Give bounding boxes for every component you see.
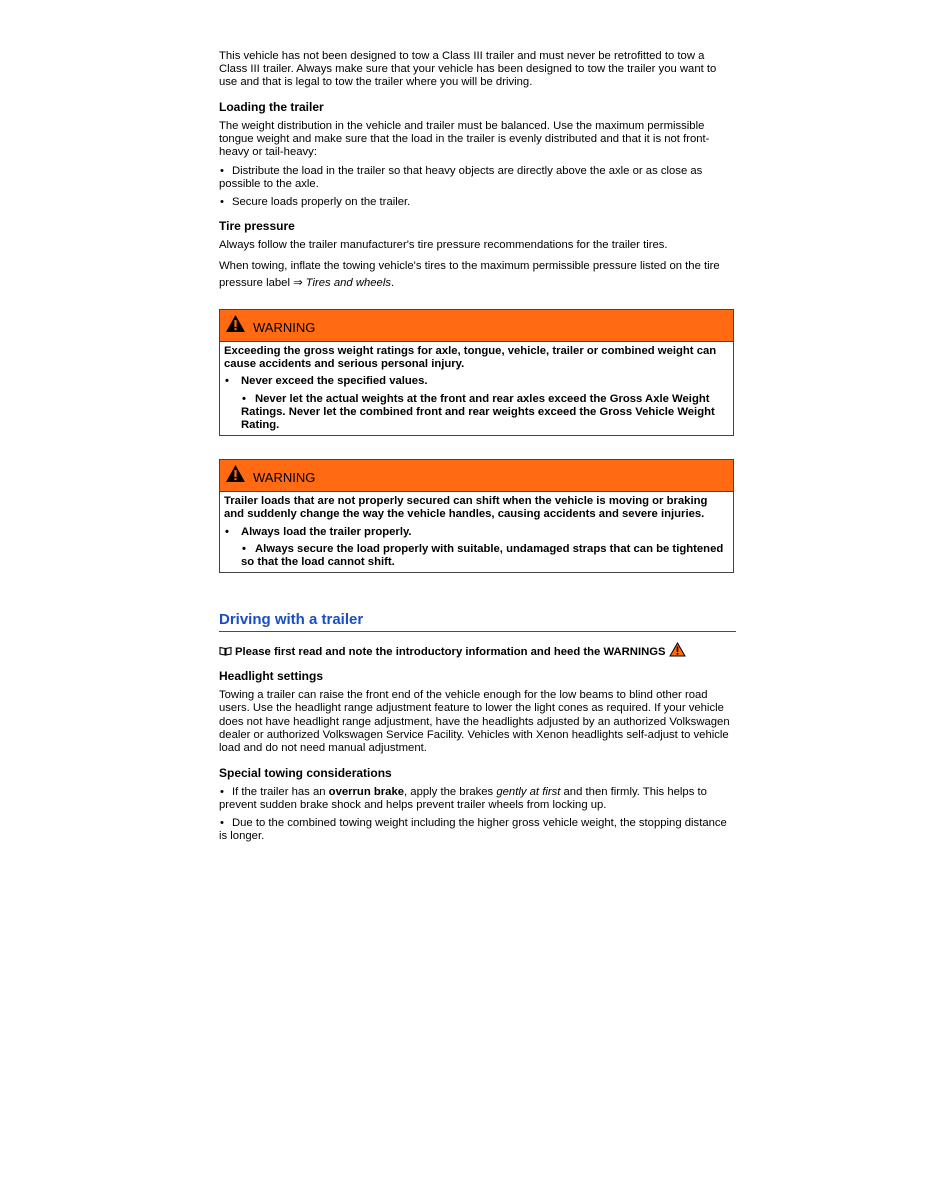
loading-bullet: • Distribute the load in the trailer so that heavy objects are directly above the axle or as close as possible to the axle.: [219, 165, 703, 191]
warning-text: Trailer loads that are not properly secured can shift when the vehicle is moving or braking and suddenly change the way the vehicle handles, causing accidents and severe injuries.: [224, 495, 708, 521]
special-bullet: • Due to the combined towing weight including the higher gross vehicle weight, the stopping distance is longer.: [219, 816, 727, 842]
headlight-heading: Headlight settings: [219, 669, 324, 684]
warning-bullet: • Always load the trailer properly.: [225, 525, 412, 538]
warning-header: [220, 310, 733, 342]
tire-paragraph-2: When towing, inflate the towing vehicle's tires to the maximum permissible pressure listed on the tire pressure label ⇒ Tires and wheels.: [219, 260, 720, 290]
tires-and-wheels-link[interactable]: Tires and wheels: [305, 277, 391, 290]
headlight-paragraph: Towing a trailer can raise the front end of the vehicle enough for the low beams to blind other road users. Use the headlight range adjustment feature to lower the light cones as required. If your vehicle does not have headlight range adjustment, have the headlights adjusted by an authorized Volkswagen dealer or authorized Volkswagen Service Facility. Vehicles with Xenon headlights self-adjust to vehicle load and do not need manual adjustment.: [219, 689, 730, 755]
intro-paragraph: This vehicle has not been designed to tow a Class III trailer and must never be retrofitted to tow a Class III trailer. Always make sure that your vehicle has been designed to tow the trailer you want to use and that is legal to tow the trailer where you will be driving.: [219, 50, 717, 89]
warning-header: [220, 460, 733, 492]
warning-body: [220, 342, 733, 435]
book-icon: [219, 646, 232, 656]
special-heading: Special towing considerations: [219, 766, 392, 781]
loading-heading: Loading the trailer: [219, 99, 324, 114]
intro-note: Please first read and note the introductory information and heed the WARNINGS: [219, 642, 734, 659]
tire-paragraph: Always follow the trailer manufacturer's tire pressure recommendations for the trailer tires.: [219, 238, 668, 251]
warning-triangle-icon[interactable]: [669, 642, 686, 657]
warning-text: Exceeding the gross weight ratings for axle, tongue, vehicle, trailer or combined weight can cause accidents and serious personal injury.: [224, 345, 717, 371]
tire-heading: Tire pressure: [219, 218, 295, 233]
warning-triangle-icon: [225, 464, 246, 483]
warning-title: WARNING: [253, 470, 316, 486]
warning-box: [219, 309, 734, 436]
section-title: Driving with a trailer: [219, 611, 736, 632]
warning-box: [219, 459, 734, 573]
warning-body: [220, 492, 733, 572]
manual-page: [219, 50, 734, 847]
warning-bullet: • Never let the actual weights at the front and rear axles exceed the Gross Axle Weight Ratings. Never let the combined front and rear weights exceed the Gross Vehicle Weight Rating.: [241, 392, 715, 432]
loading-paragraph: The weight distribution in the vehicle and trailer must be balanced. Use the maximum permissible tongue weight and make sure that the load in the trailer is evenly distributed and that it is not front-heavy or tail-heavy:: [219, 119, 710, 159]
warning-bullet: • Never exceed the specified values.: [225, 375, 428, 388]
special-bullet: • If the trailer has an overrun brake, apply the brakes gently at first and then firmly. This helps to prevent sudden brake shock and helps prevent trailer wheels from locking up.: [219, 786, 707, 812]
warning-bullet: • Always secure the load properly with suitable, undamaged straps that can be tightened so that the load cannot shift.: [241, 542, 724, 569]
warning-triangle-icon: [225, 314, 246, 333]
warning-title: WARNING: [253, 320, 316, 336]
loading-bullet: • Secure loads properly on the trailer.: [220, 195, 411, 208]
